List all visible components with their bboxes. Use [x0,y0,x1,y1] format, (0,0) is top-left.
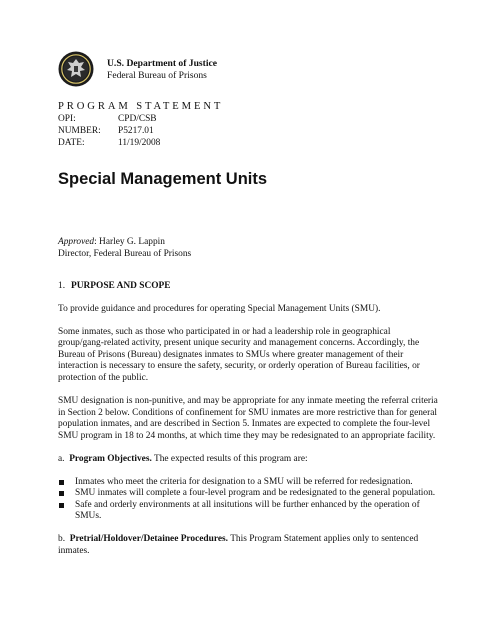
section-title: PURPOSE AND SCOPE [71,281,171,291]
subsection-title: Pretrial/Holdover/Detainee Procedures. [69,534,229,545]
list-item-text: SMU inmates will complete a four-level program and be redesignated to the general population. [75,488,436,499]
approver-name: : Harley G. Lappin [94,237,165,247]
list-item [58,477,438,489]
list-item [58,500,438,523]
section-heading [58,281,438,293]
list-item [58,488,438,500]
subsection-text: The expected results of this program are: [151,453,308,464]
subsection-b [58,534,438,557]
subsection-letter: a. [58,453,65,464]
paragraph: SMU designation is non-punitive, and may be appropriate for any inmate meeting the referral criteria in Section 2 below. Conditions of confinement for SMU inmates are more restrictive than for general population inmates, and are described in Section 5. Inmates are expected to complete the four-level SMU program in 18 to 24 months, at which time they may be redesignated to an appropriate facility. [58,395,438,441]
subsection-a [58,454,438,466]
meta-value: CPD/CSB [118,114,157,124]
department-name: U.S. Department of Justice [107,58,218,69]
approved-label: Approved [58,237,95,247]
square-bullet-icon [59,480,64,485]
meta-label: NUMBER: [58,125,101,136]
meta-row-number [58,126,160,138]
subsection-title: Program Objectives. [69,453,152,464]
objectives-list [58,477,438,523]
square-bullet-icon [59,491,64,496]
meta-row-opi [58,114,160,126]
meta-value: 11/19/2008 [118,137,161,148]
subsection-text: This Program Statement applies only to sentenced inmates. [58,534,419,557]
doj-seal-icon [58,51,94,87]
meta-label: OPI: [58,114,76,124]
approver-position: Director, Federal Bureau of Prisons [58,248,192,259]
meta-row-date [58,138,160,150]
approval-block [58,237,191,260]
paragraph: Some inmates, such as those who participated in or had a leadership role in geographical group/gang-related activity, present unique security and management concerns. Accordingly, the Bureau of Prisons (Bureau) designates inmates to SMUs where greater management of their interaction is necessary to ensure the safety, security, or orderly operation of Bureau facilities, or protection of the public. [58,326,420,383]
approval-line [58,237,191,249]
square-bullet-icon [59,503,64,508]
program-statement-heading: PROGRAM STATEMENT [58,101,224,112]
document-title: Special Management Units [58,170,268,188]
list-item-text: Safe and orderly environments at all insitutions will be further enhanced by the operation of SMUs. [75,499,420,522]
section-number: 1. [58,281,66,291]
meta-value: P5217.01 [118,125,154,136]
paragraph: To provide guidance and procedures for operating Special Management Units (SMU). [58,303,381,314]
meta-label: DATE: [58,137,85,148]
document-body [58,281,438,569]
list-item-text: Inmates who meet the criteria for designation to a SMU will be referred for redesignation. [75,476,413,487]
bureau-name: Federal Bureau of Prisons [107,69,207,81]
subsection-letter: b. [58,534,66,545]
program-statement-meta [58,114,160,149]
letterhead [107,58,217,81]
